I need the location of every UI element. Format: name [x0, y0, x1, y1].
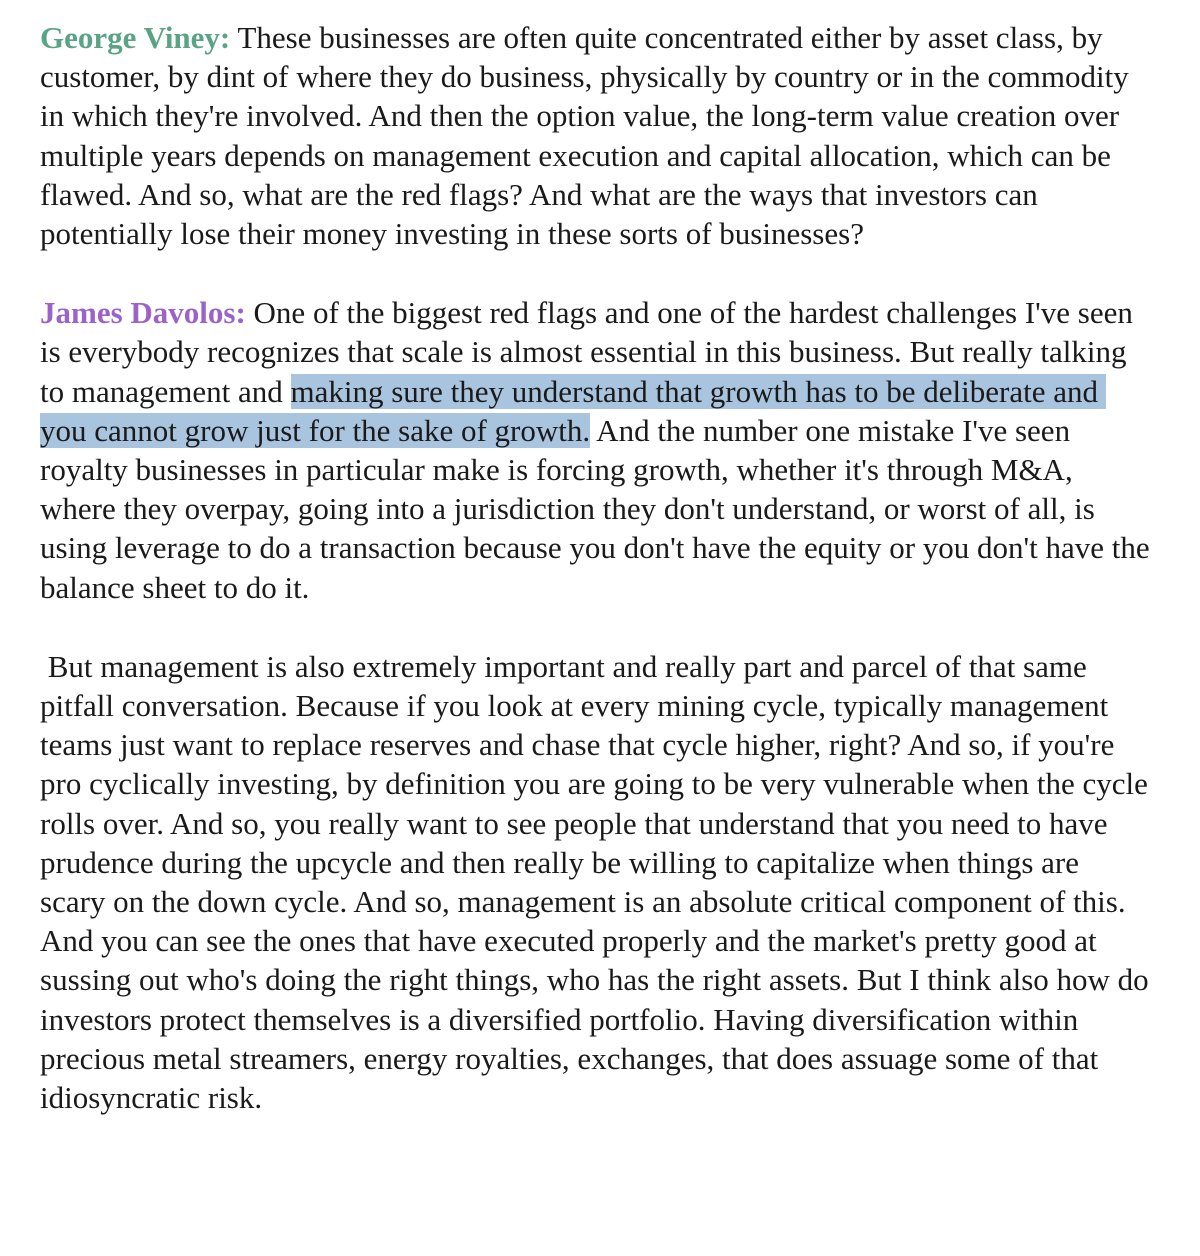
paragraph-continuation [40, 647, 1157, 1117]
transcript-document [40, 18, 1158, 1157]
speaker-name-james: James Davolos: [40, 295, 246, 331]
paragraph-text[interactable]: One of the biggest red flags and one of the hardest challenges I've seen is everybody recognizes that scale is almost essential in this business. But really talking to management and [40, 295, 1141, 409]
paragraph-george [40, 18, 1150, 253]
paragraph-text[interactable]: But management is also extremely important and really part and parcel of that same pitfall conversation. Because if you look at every mining cycle, typically management teams just want to replace reserves and chase that cycle higher, right? And so, if you're pro cyclically investing, by definition you are going to be very vulnerable when the cycle rolls over. And so, you really want to see people that understand that you need to have prudence during the upcycle and then really be willing to capitalize when things are scary on the down cycle. And so, management is an absolute critical component of this. And you can see the ones that have executed properly and the market's pretty good at sussing out who's doing the right things, who has the right assets. But I think also how do investors protect themselves is a diversified portfolio. Having diversification within precious metal streamers, energy royalties, exchanges, that does assuage some of that idiosyncratic risk. [40, 648, 1157, 1116]
paragraph-james [40, 293, 1158, 607]
paragraph-text[interactable]: And the number one mistake I've seen royalty businesses in particular make is forcing growth, whether it's through M&A, where they overpay, going into a jurisdiction they don't understand, or worst of all, is using leverage to do a transaction because you don't have the equity or you don't have the balance sheet to do it. [40, 412, 1158, 605]
highlighted-text-selection[interactable]: making sure they understand that growth has to be deliberate and you cannot grow just for the sake of growth. [40, 373, 1106, 448]
paragraph-text[interactable]: These businesses are often quite concentrated either by asset class, by customer, by dint of where they do business, physically by country or in the commodity in which they're involved. And then the option value, the long-term value creation over multiple years depends on management execution and capital allocation, which can be flawed. And so, what are the red flags? And what are the ways that investors can potentially lose their money investing in these sorts of businesses? [40, 20, 1137, 252]
speaker-name-george: George Viney: [40, 20, 231, 55]
